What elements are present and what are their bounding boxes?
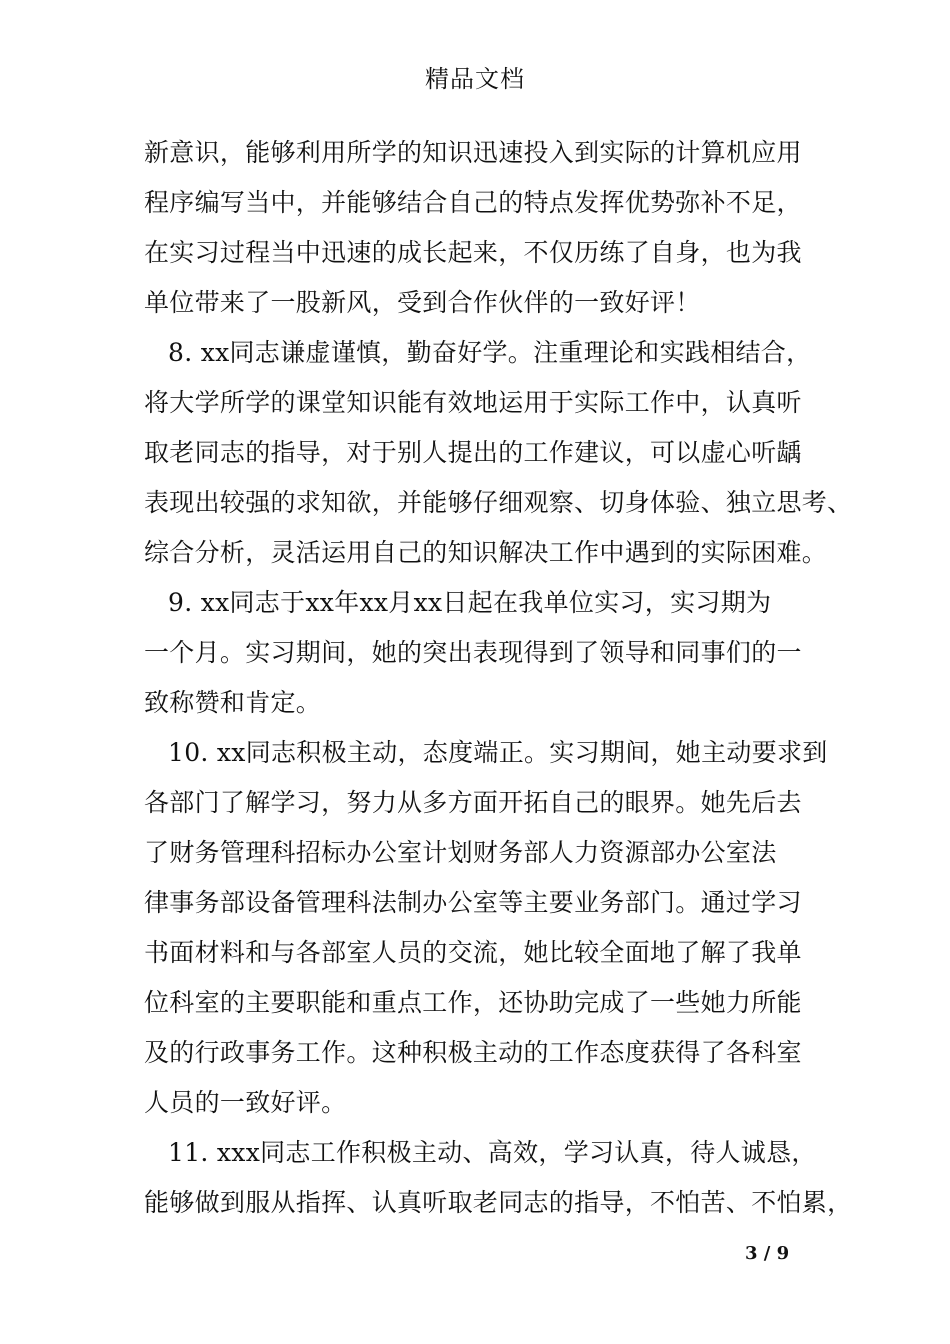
text-line: 律事务部设备管理科法制办公室等主要业务部门。通过学习 xyxy=(144,888,802,917)
text-line: 人员的一致好评。 xyxy=(144,1088,347,1117)
text-line: 程序编写当中，并能够结合自己的特点发挥优势弥补不足， xyxy=(144,188,802,217)
text-line: 新意识，能够利用所学的知识迅速投入到实际的计算机应用 xyxy=(144,138,802,167)
text-line: 在实习过程当中迅速的成长起来，不仅历练了自身，也为我 xyxy=(144,238,802,267)
text-line: 书面材料和与各部室人员的交流，她比较全面地了解了我单 xyxy=(144,938,802,967)
text-line: 了财务管理科招标办公室计划财务部人力资源部办公室法 xyxy=(144,838,777,867)
page-separator: / xyxy=(757,1243,777,1264)
text-line: 取老同志的指导，对于别人提出的工作建议，可以虚心听龋 xyxy=(144,438,802,467)
text-line: 致称赞和肯定。 xyxy=(144,688,322,717)
item-11-first-line: 11. xxx同志工作积极主动、高效，学习认真，待人诚恳， xyxy=(168,1138,817,1167)
text-line: 及的行政事务工作。这种积极主动的工作态度获得了各科室 xyxy=(144,1038,802,1067)
text-line: 位科室的主要职能和重点工作，还协助完成了一些她力所能 xyxy=(144,988,802,1017)
page-number xyxy=(745,1242,789,1266)
text-line: 各部门了解学习，努力从多方面开拓自己的眼界。她先后去 xyxy=(144,788,802,817)
item-10-first-line: 10. xx同志积极主动，态度端正。实习期间，她主动要求到 xyxy=(168,738,828,767)
document-body xyxy=(144,128,853,1228)
page-header-title: 精品文档 xyxy=(425,65,525,93)
text-line: 单位带来了一股新风，受到合作伙伴的一致好评！ xyxy=(144,288,701,317)
item-9-first-line: 9. xx同志于xx年xx月xx日起在我单位实习，实习期为 xyxy=(168,588,772,617)
text-line: 表现出较强的求知欲，并能够仔细观察、切身体验、独立思考、 xyxy=(144,488,853,517)
text-line: 将大学所学的课堂知识能有效地运用于实际工作中，认真听 xyxy=(144,388,802,417)
text-line: 一个月。实习期间，她的突出表现得到了领导和同事们的一 xyxy=(144,638,802,667)
text-line: 综合分析，灵活运用自己的知识解决工作中遇到的实际困难。 xyxy=(144,538,828,567)
total-pages: 9 xyxy=(776,1243,790,1264)
item-8-first-line: 8. xx同志谦虚谨慎，勤奋好学。注重理论和实践相结合， xyxy=(168,338,812,367)
current-page: 3 xyxy=(745,1243,758,1264)
text-line: 能够做到服从指挥、认真听取老同志的指导，不怕苦、不怕累， xyxy=(144,1188,853,1217)
